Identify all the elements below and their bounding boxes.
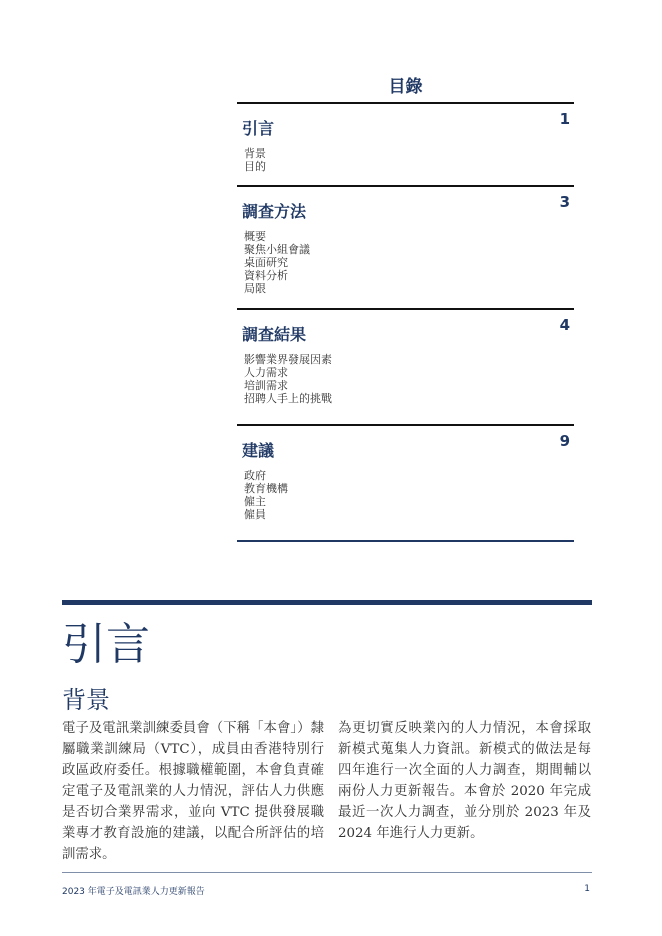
toc-item: 培訓需求 xyxy=(244,379,288,392)
toc-item: 教育機構 xyxy=(244,482,288,495)
toc-item: 資料分析 xyxy=(244,269,288,282)
section-divider xyxy=(62,600,592,605)
toc-item: 局限 xyxy=(244,282,266,295)
toc-item: 影響業界發展因素 xyxy=(244,353,332,366)
toc-item: 概要 xyxy=(244,230,266,243)
body-paragraph-left: 電子及電訊業訓練委員會（下稱「本會」）隸屬職業訓練局（VTC），成員由香港特別行政區政府委任。根據職權範圍，本會負責確定電子及電訊業的人力情況，評估人力供應是否切合業界需求，並向 VTC 提供發展職業專才教育設施的建議，以配合所評估的培訓需求。 xyxy=(62,721,324,862)
toc-section-heading: 引言 xyxy=(242,119,275,138)
toc-section-methodology xyxy=(237,185,574,309)
chapter-title: 引言 xyxy=(62,619,150,670)
toc-item: 人力需求 xyxy=(244,366,288,379)
toc-item: 目的 xyxy=(244,160,266,173)
toc-section-heading: 調查方法 xyxy=(242,202,307,221)
toc-item: 桌面研究 xyxy=(244,256,288,269)
toc-item: 政府 xyxy=(244,469,266,482)
toc-item: 背景 xyxy=(244,147,266,160)
toc-bottom-rule xyxy=(237,540,574,542)
toc-item-list xyxy=(244,147,266,173)
toc-page-number: 1 xyxy=(559,110,570,128)
toc-title: 目錄 xyxy=(388,77,423,97)
toc-section-recommendations xyxy=(237,424,574,540)
toc-page-number: 3 xyxy=(559,193,570,211)
footer-report-title: 2023 年電子及電訊業人力更新報告 xyxy=(62,887,205,897)
footer-divider xyxy=(62,872,592,873)
toc-item-list xyxy=(244,469,288,521)
toc-section-heading: 調查結果 xyxy=(242,325,307,344)
footer-page-number: 1 xyxy=(584,884,590,894)
body-paragraph-right: 為更切實反映業內的人力情況，本會採取新模式蒐集人力資訊。新模式的做法是每四年進行一次全面的人力調查，期間輔以兩份人力更新報告。本會於 2020 年完成最近一次人力調查，並分別於 2023 年及 2024 年進行人力更新。 xyxy=(338,721,591,841)
toc-item: 招聘人手上的挑戰 xyxy=(244,392,332,405)
toc-item-list xyxy=(244,353,332,405)
toc-section-heading: 建議 xyxy=(242,441,275,460)
toc-section-findings xyxy=(237,308,574,425)
section-subtitle: 背景 xyxy=(62,686,110,714)
toc-page-number: 4 xyxy=(559,316,570,334)
toc-item: 僱主 xyxy=(244,495,266,508)
toc-item: 僱員 xyxy=(244,508,266,521)
toc-section-introduction xyxy=(237,102,574,186)
toc-page-number: 9 xyxy=(559,432,570,450)
toc-item-list xyxy=(244,230,310,295)
toc-item: 聚焦小組會議 xyxy=(244,243,310,256)
